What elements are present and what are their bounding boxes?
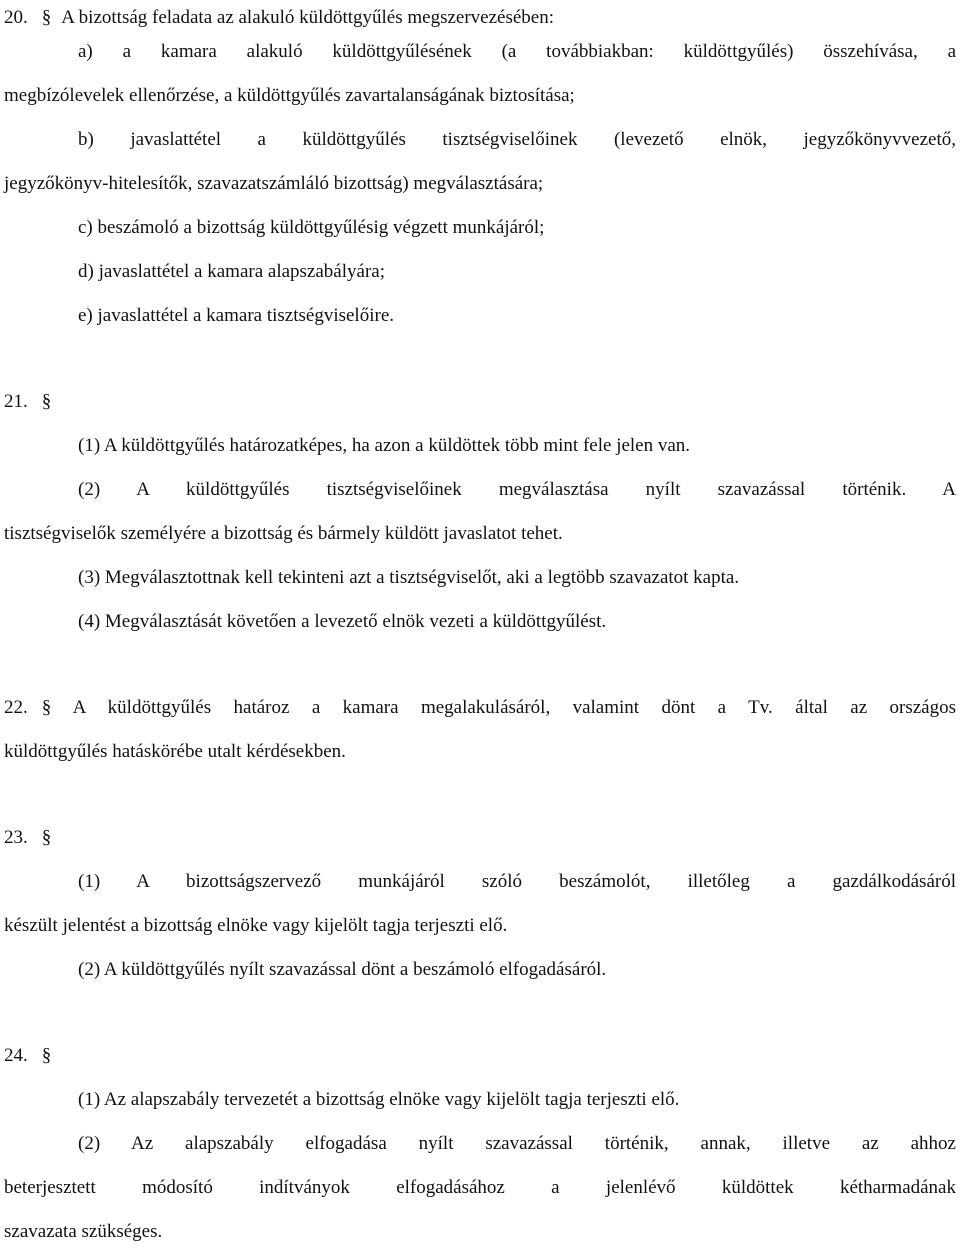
paragraph-line: megbízólevelek ellenőrzése, a küldöttgyűlés zavartalanságának biztosítása; xyxy=(4,85,575,106)
paragraph-line: jegyzőkönyv-hitelesítők, szavazatszámláló bizottság) megválasztására; xyxy=(4,173,544,194)
section-21-heading xyxy=(4,380,956,424)
section-number: 24. xyxy=(4,1045,28,1066)
paragraph-line: (1) Az alapszabály tervezetét a bizottság elnöke vagy kijelölt tagja terjeszti elő. xyxy=(78,1089,680,1110)
paragraph-line: (1) A bizottságszervező munkájáról szóló beszámolót, illetőleg a gazdálkodásáról xyxy=(78,871,956,892)
paragraph-line: c) beszámoló a bizottság küldöttgyűlésig végzett munkájáról; xyxy=(78,217,545,238)
paragraph-line: (3) Megválasztottnak kell tekinteni azt a tisztségviselőt, aki a legtöbb szavazatot kapta. xyxy=(78,567,740,588)
section-number: 20. xyxy=(4,7,28,28)
paragraph-line: tisztségviselők személyére a bizottság és bármely küldött javaslatot tehet. xyxy=(4,523,563,544)
section-title: A bizottság feladata az alakuló küldöttgyűlés megszervezésében: xyxy=(61,7,555,28)
section-24-heading xyxy=(4,1034,956,1078)
paragraph-line: (1) A küldöttgyűlés határozatképes, ha azon a küldöttek több mint fele jelen van. xyxy=(78,435,691,456)
paragraph-line: beterjesztett módosító indítványok elfogadásához a jelenlévő küldöttek kétharmadának xyxy=(4,1177,956,1198)
section-number: 22. xyxy=(4,697,28,718)
section-sign: § xyxy=(41,697,52,718)
paragraph-line: szavazata szükséges. xyxy=(4,1221,163,1242)
section-sign: § xyxy=(41,827,52,848)
paragraph-line: b) javaslattétel a küldöttgyűlés tisztségviselőinek (levezető elnök, jegyzőkönyvvezető, xyxy=(78,129,956,150)
section-number: 23. xyxy=(4,827,28,848)
section-22-heading xyxy=(4,686,956,730)
paragraph-line: e) javaslattétel a kamara tisztségviselőire. xyxy=(78,305,394,326)
section-sign: § xyxy=(41,1045,52,1066)
section-number: 21. xyxy=(4,391,28,412)
paragraph-line: (2) A küldöttgyűlés nyílt szavazással dönt a beszámoló elfogadásáról. xyxy=(78,959,607,980)
paragraph-line: a) a kamara alakuló küldöttgyűlésének (a továbbiakban: küldöttgyűlés) összehívása, a xyxy=(78,41,956,62)
section-title: A küldöttgyűlés határoz a kamara megalakulásáról, valamint dönt a Tv. által az országos xyxy=(72,697,957,718)
paragraph-line: (2) Az alapszabály elfogadása nyílt szavazással történik, annak, illetve az ahhoz xyxy=(78,1133,956,1154)
paragraph-line: d) javaslattétel a kamara alapszabályára; xyxy=(78,261,385,282)
section-sign: § xyxy=(41,7,52,28)
section-23-heading xyxy=(4,816,956,860)
paragraph-line: (2) A küldöttgyűlés tisztségviselőinek megválasztása nyílt szavazással történik. A xyxy=(78,479,956,500)
paragraph-line: küldöttgyűlés hatáskörébe utalt kérdésekben. xyxy=(4,741,346,762)
paragraph-line: (4) Megválasztását követően a levezető elnök vezeti a küldöttgyűlést. xyxy=(78,611,607,632)
section-sign: § xyxy=(41,391,52,412)
paragraph-line: készült jelentést a bizottság elnöke vagy kijelölt tagja terjeszti elő. xyxy=(4,915,508,936)
